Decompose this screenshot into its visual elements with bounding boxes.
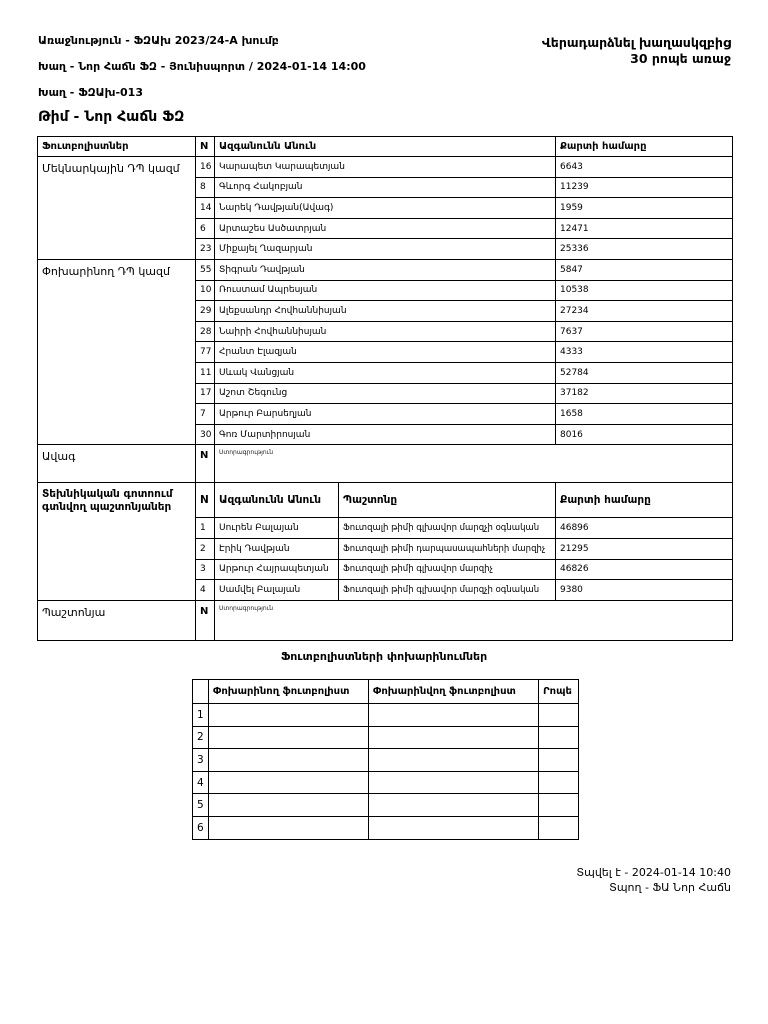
player-number: 6 [196, 218, 215, 239]
player-number: 17 [196, 383, 215, 404]
player-name: Կարապետ Կարապետյան [215, 157, 556, 178]
player-number: 11 [196, 362, 215, 383]
player-card-number: 10538 [556, 280, 733, 301]
player-card-number: 1658 [556, 404, 733, 425]
team-title: Թիմ - Նոր Հաճն ՖԶ [38, 109, 185, 125]
substitution-row [193, 749, 579, 772]
staff-position: Ֆուտզալի թիմի դարպասապահների մարզիչ [339, 538, 556, 559]
player-name: Նարեկ Դավթյան(Ավագ) [215, 198, 556, 219]
staff-position-header: Պաշտոնը [339, 483, 556, 518]
player-card-number: 4333 [556, 342, 733, 363]
subs-in-header: Փոխարինող ֆուտբոլիստ [209, 680, 369, 704]
staff-n-header: N [196, 483, 215, 518]
staff-position: Ֆուտզալի թիմի գլխավոր մարզչի օգնական [339, 580, 556, 601]
print-info [576, 865, 731, 895]
player-name: Հրանտ Էլազյան [215, 342, 556, 363]
starting-lineup-label: Մեկնարկային ԴՊ կազմ [38, 157, 196, 260]
return-note-line1: Վերադարձնել խաղասկզբից [541, 35, 731, 50]
staff-number: 1 [196, 518, 215, 539]
staff-name: Արթուր Հայրապետյան [215, 559, 339, 580]
staff-label: Տեխնիկական գոտոում գտնվող պաշտոնյաներ [38, 483, 196, 600]
substitution-row [193, 771, 579, 794]
official-row [38, 600, 733, 640]
player-name: Արթուր Բարսեղյան [215, 404, 556, 425]
staff-name: Սուրեն Բալայան [215, 518, 339, 539]
player-number: 77 [196, 342, 215, 363]
official-signature-label: Ստորագրություն [215, 600, 733, 640]
substitution-row [193, 794, 579, 817]
official-number-label: N [196, 600, 215, 640]
staff-card-number: 46826 [556, 559, 733, 580]
staff-number: 4 [196, 580, 215, 601]
substitution-out-cell [369, 771, 539, 794]
staff-card-number: 46896 [556, 518, 733, 539]
staff-name: Սամվել Բալայան [215, 580, 339, 601]
championship-line: Առաջնություն - ՖԶԱխ 2023/24-A խումբ [38, 34, 279, 47]
substitution-out-cell [369, 794, 539, 817]
substitution-in-cell [209, 749, 369, 772]
staff-position: Ֆուտզալի թիմի գլխավոր մարզիչ [339, 559, 556, 580]
return-note-line2: 30 րոպե առաջ [630, 51, 731, 66]
printed-by: Տպող - ՖԱ Նոր Հաճն [609, 881, 731, 894]
substitution-in-cell [209, 726, 369, 749]
substitutions-header-row [193, 680, 579, 704]
staff-header-row [38, 483, 733, 518]
substitution-minute-cell [539, 771, 579, 794]
substitution-out-cell [369, 749, 539, 772]
roster-header-row [38, 137, 733, 157]
player-name: Նաիրի Հովհաննիսյան [215, 321, 556, 342]
player-name: Գևորգ Հակոբյան [215, 177, 556, 198]
substitution-row [193, 816, 579, 839]
subs-index-header [193, 680, 209, 704]
substitution-in-cell [209, 794, 369, 817]
player-number: 14 [196, 198, 215, 219]
staff-card-header: Քարտի համարը [556, 483, 733, 518]
captain-signature-label: Ստորագրություն [215, 445, 733, 483]
player-card-number: 27234 [556, 301, 733, 322]
substitution-index: 2 [193, 726, 209, 749]
player-card-number: 1959 [556, 198, 733, 219]
player-row [38, 259, 733, 280]
player-card-number: 11239 [556, 177, 733, 198]
player-number: 8 [196, 177, 215, 198]
player-number: 16 [196, 157, 215, 178]
substitution-minute-cell [539, 726, 579, 749]
captain-row [38, 445, 733, 483]
roster-table [37, 136, 733, 641]
match-info [38, 34, 366, 112]
player-number: 23 [196, 239, 215, 260]
col-card-header: Քարտի համարը [556, 137, 733, 157]
substitution-index: 1 [193, 704, 209, 727]
player-name: Գոռ Մարտիրոսյան [215, 424, 556, 445]
substitutions-table [192, 679, 579, 840]
player-card-number: 7637 [556, 321, 733, 342]
player-card-number: 12471 [556, 218, 733, 239]
player-number: 7 [196, 404, 215, 425]
staff-card-number: 21295 [556, 538, 733, 559]
player-card-number: 37182 [556, 383, 733, 404]
substitution-minute-cell [539, 749, 579, 772]
official-label: Պաշտոնյա [38, 600, 196, 640]
substitution-index: 6 [193, 816, 209, 839]
match-code-line: Խաղ - ՖԶԱխ-013 [38, 86, 143, 99]
player-card-number: 52784 [556, 362, 733, 383]
player-card-number: 25336 [556, 239, 733, 260]
substitution-out-cell [369, 816, 539, 839]
subs-minute-header: Րոպե [539, 680, 579, 704]
printed-at: Տպվել է - 2024-01-14 10:40 [576, 866, 731, 879]
substitution-in-cell [209, 704, 369, 727]
player-name: Միքայել Ղազարյան [215, 239, 556, 260]
substitution-out-cell [369, 726, 539, 749]
player-name: Աշոտ Շեգունց [215, 383, 556, 404]
staff-position: Ֆուտզալի թիմի գլխավոր մարզչի օգնական [339, 518, 556, 539]
player-number: 55 [196, 259, 215, 280]
substitution-minute-cell [539, 704, 579, 727]
substitution-minute-cell [539, 816, 579, 839]
staff-name-header: Ազգանունն Անուն [215, 483, 339, 518]
return-note [542, 35, 731, 67]
player-name: Ռուստամ Ապրեսյան [215, 280, 556, 301]
substitution-index: 5 [193, 794, 209, 817]
player-card-number: 6643 [556, 157, 733, 178]
player-number: 28 [196, 321, 215, 342]
captain-number-label: N [196, 445, 215, 483]
col-players-header: Ֆուտբոլիստներ [38, 137, 196, 157]
substitution-in-cell [209, 771, 369, 794]
player-number: 30 [196, 424, 215, 445]
col-n-header: N [196, 137, 215, 157]
col-name-header: Ազգանունն Անուն [215, 137, 556, 157]
staff-name: Էրիկ Դավթյան [215, 538, 339, 559]
player-name: Սևակ Վանցյան [215, 362, 556, 383]
player-number: 10 [196, 280, 215, 301]
player-card-number: 5847 [556, 259, 733, 280]
substitution-minute-cell [539, 794, 579, 817]
substitutions-title: Ֆուտբոլիստների փոխարինումներ [280, 650, 488, 663]
player-row [38, 157, 733, 178]
substitution-out-cell [369, 704, 539, 727]
substitution-row [193, 726, 579, 749]
player-number: 29 [196, 301, 215, 322]
substitution-row [193, 704, 579, 727]
player-name: Ալեքսանդր Հովհաննիսյան [215, 301, 556, 322]
staff-number: 2 [196, 538, 215, 559]
staff-card-number: 9380 [556, 580, 733, 601]
player-card-number: 8016 [556, 424, 733, 445]
substitution-index: 4 [193, 771, 209, 794]
subs-out-header: Փոխարինվող ֆուտբոլիստ [369, 680, 539, 704]
player-name: Տիգրան Դավթյան [215, 259, 556, 280]
staff-number: 3 [196, 559, 215, 580]
match-line: Խաղ - Նոր Հաճն ՖԶ - Յունիսպորտ / 2024-01-14 14:00 [38, 60, 366, 73]
substitution-in-cell [209, 816, 369, 839]
substitution-index: 3 [193, 749, 209, 772]
reserve-lineup-label: Փոխարինող ԴՊ կազմ [38, 259, 196, 444]
player-name: Արտաշես Ասծատրյան [215, 218, 556, 239]
captain-label: Ավագ [38, 445, 196, 483]
